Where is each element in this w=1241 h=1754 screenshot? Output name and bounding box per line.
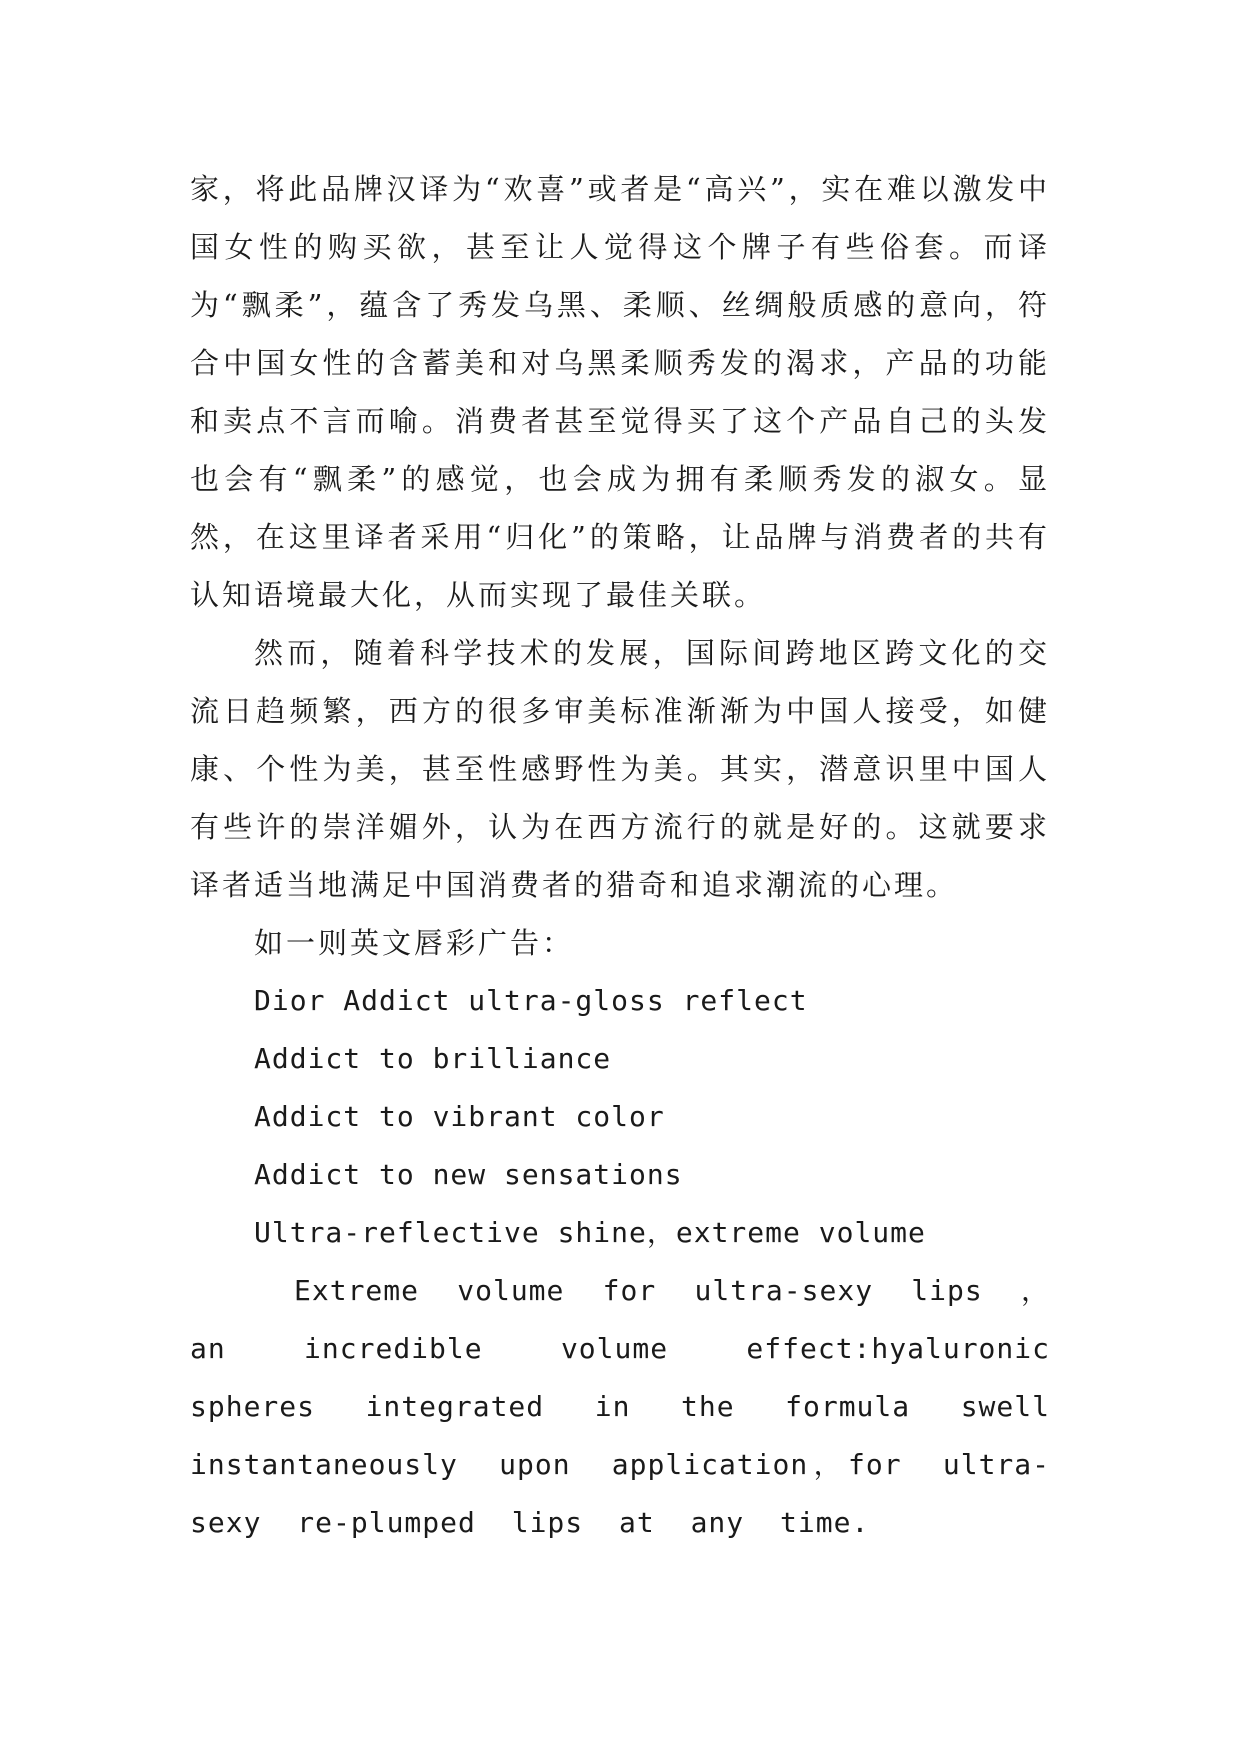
ad-line-color: Addict to vibrant color — [254, 1100, 665, 1133]
paragraph-pinyin-translation: 家，将此品牌汉译为“欢喜”或者是“高兴”，实在难以激发中国女性的购买欲，甚至让人觉得这个牌子有些俗套。而译为“飘柔”，蕴含了秀发乌黑、柔顺、丝绸般质感的意向，符合中国女性的含蓄美和对乌黑柔顺秀发的渴求，产品的功能和卖点不言而喻。消费者甚至觉得买了这个产品自己的头发也会有“飘柔”的感觉，也会成为拥有柔顺秀发的淑女。显然，在这里译者采用“归化”的策略，让品牌与消费者的共有认知语境最大化，从而实现了最佳关联。 — [190, 172, 1050, 612]
ad-line-brilliance: Addict to brilliance — [254, 1042, 612, 1075]
paragraph-ad-intro: 如一则英文唇彩广告： — [254, 926, 575, 960]
ad-line-shine: Ultra-reflective shine，extreme volume — [254, 1216, 926, 1249]
ad-paragraph-volume: Extreme volume for ultra-sexy lips ， an incredible volume effect:hyaluronic spheres integrated in the formula swell instantaneously upon application，for ultra-sexy re-plumped lips at any time. — [190, 1274, 1050, 1539]
ad-line-title: Dior Addict ultra-gloss reflect — [254, 984, 808, 1017]
ad-line-sensations: Addict to new sensations — [254, 1158, 683, 1191]
paragraph-western-aesthetics: 然而，随着科学技术的发展，国际间跨地区跨文化的交流日趋频繁，西方的很多审美标准渐渐为中国人接受，如健康、个性为美，甚至性感野性为美。其实，潜意识里中国人有些许的崇洋媚外，认为在西方流行的就是好的。这就要求译者适当地满足中国消费者的猎奇和追求潮流的心理。 — [190, 636, 1050, 902]
document-body — [190, 160, 1050, 1552]
